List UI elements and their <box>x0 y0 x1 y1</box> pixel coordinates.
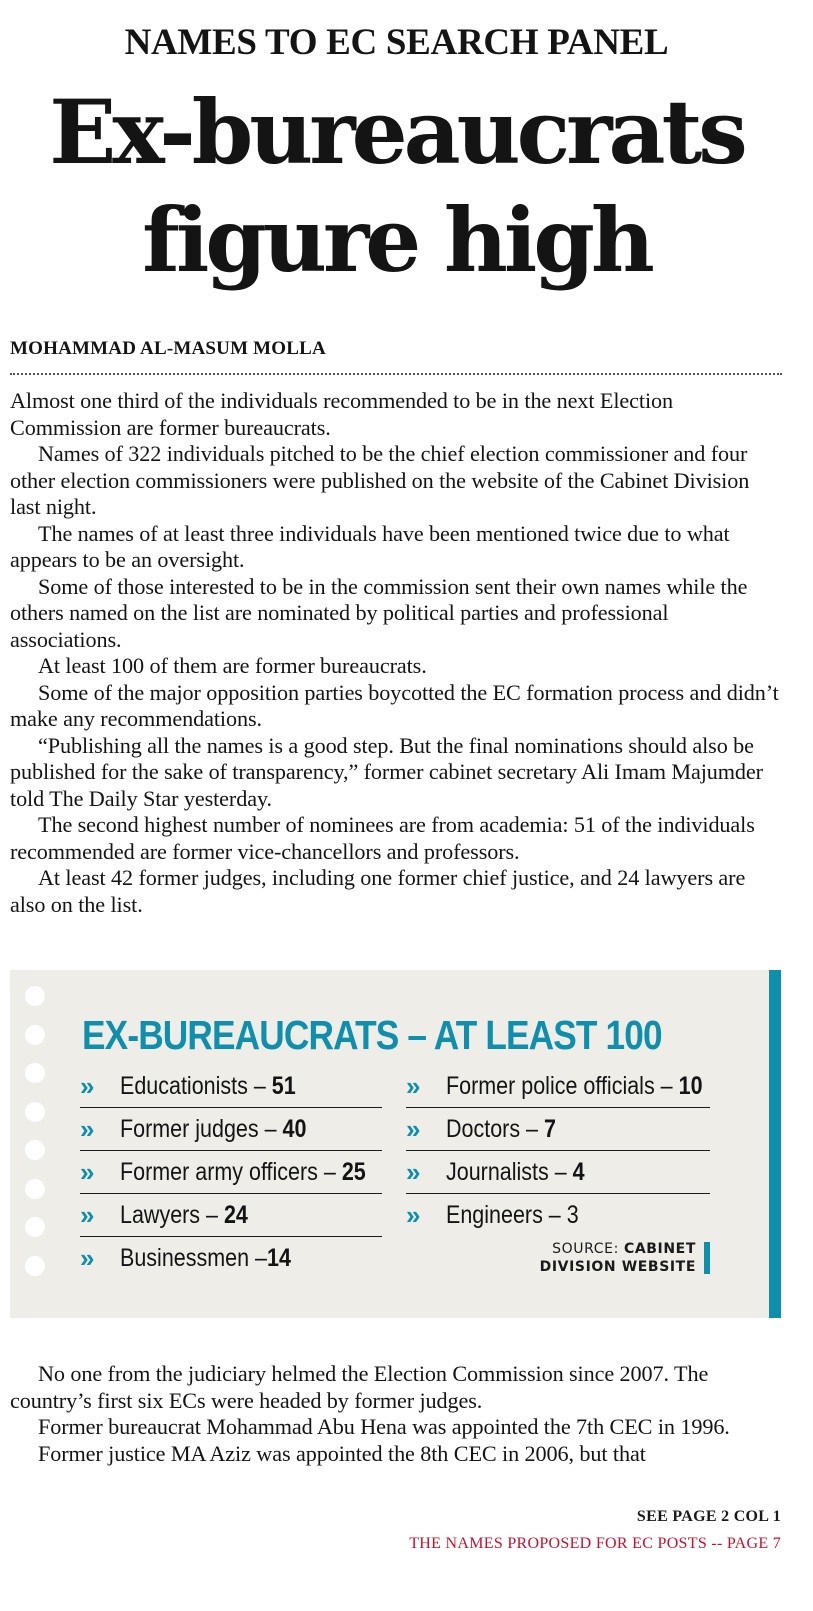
stat-label: Engineers – 3 <box>446 1201 579 1229</box>
stat-engineers <box>406 1194 710 1237</box>
stat-former-army-officers <box>80 1151 382 1194</box>
infobox-title: EX-BUREAUCRATS – AT LEAST 100 <box>82 1012 662 1058</box>
article-body-top <box>10 388 785 918</box>
stat-former-judges <box>80 1108 382 1151</box>
paragraph: Some of the major opposition parties boycotted the EC formation process and didn’t make any recommendations. <box>10 679 779 731</box>
infobox-source <box>496 1240 696 1276</box>
stat-count: 40 <box>282 1115 307 1143</box>
chevron-right-icon: » <box>80 1200 88 1230</box>
kicker: NAMES TO EC SEARCH PANEL <box>124 22 669 63</box>
stat-label: Doctors – <box>446 1115 544 1143</box>
headline-line-1: Ex-bureaucrats <box>49 80 744 184</box>
paragraph: Former justice MA Aziz was appointed the 8th CEC in 2006, but that <box>38 1440 646 1466</box>
stat-label: Former judges – <box>120 1115 283 1143</box>
dotted-divider <box>10 373 782 375</box>
jump-line: SEE PAGE 2 COL 1 <box>636 1508 781 1525</box>
byline: MOHAMMAD AL-MASUM MOLLA <box>10 338 326 359</box>
stat-doctors <box>406 1108 710 1151</box>
stat-journalists <box>406 1151 710 1194</box>
headline <box>0 78 793 294</box>
stat-label: Former police officials – <box>446 1072 679 1100</box>
headline-line-2: figure high <box>142 188 651 292</box>
stat-label: Businessmen – <box>120 1244 268 1272</box>
stat-count: 14 <box>267 1244 291 1272</box>
chevron-right-icon: » <box>80 1114 88 1144</box>
stat-count: 10 <box>678 1072 703 1100</box>
source-label: SOURCE: <box>552 1241 619 1257</box>
article-body-bottom <box>10 1361 785 1467</box>
stat-count: 4 <box>572 1158 585 1186</box>
infobox-accent-bar <box>769 970 781 1318</box>
stat-businessmen <box>80 1237 382 1280</box>
stat-educationists <box>80 1065 382 1108</box>
paragraph: The names of at least three individuals have been mentioned twice due to what appears to be an oversight. <box>10 520 730 572</box>
paragraph: The second highest number of nominees are from academia: 51 of the individuals recommended are former vice-chancellors and professors. <box>10 812 755 864</box>
stat-count: 51 <box>271 1072 296 1100</box>
stat-former-police-officials <box>406 1065 710 1108</box>
paragraph: Almost one third of the individuals recommended to be in the next Election Commission are former bureaucrats. <box>10 388 674 440</box>
chevron-right-icon: » <box>406 1114 414 1144</box>
stat-label: Former army officers – <box>120 1158 342 1186</box>
chevron-right-icon: » <box>80 1071 88 1101</box>
notebook-holes <box>25 986 45 1294</box>
stat-label: Lawyers – <box>120 1201 224 1229</box>
paragraph: At least 100 of them are former bureaucrats. <box>38 653 427 678</box>
chevron-right-icon: » <box>406 1200 414 1230</box>
stat-label: Journalists – <box>446 1158 573 1186</box>
source-accent-bar <box>704 1242 710 1274</box>
paragraph: No one from the judiciary helmed the Election Commission since 2007. The country’s first six ECs were headed by former judges. <box>10 1361 709 1413</box>
paragraph: Names of 322 individuals pitched to be the chief election commissioner and four other election commissioners were published on the website of the Cabinet Division last night. <box>10 441 750 519</box>
stat-label: Educationists – <box>120 1072 272 1100</box>
chevron-right-icon: » <box>406 1157 414 1187</box>
paragraph: “Publishing all the names is a good step. But the final nominations should also be published for the sake of transparency,” former cabinet secretary Ali Imam Majumder told The Daily Star yesterday. <box>10 732 763 811</box>
chevron-right-icon: » <box>80 1157 88 1187</box>
stat-lawyers <box>80 1194 382 1237</box>
paragraph: Some of those interested to be in the commission sent their own names while the others named on the list are nominated by political parties and professional associations. <box>10 573 748 652</box>
chevron-right-icon: » <box>80 1243 88 1273</box>
stat-count: 24 <box>223 1201 248 1229</box>
source-value: CABINET <box>623 1241 696 1257</box>
paragraph: Former bureaucrat Mohammad Abu Hena was appointed the 7th CEC in 1996. <box>38 1414 730 1439</box>
stat-count: 25 <box>341 1158 366 1186</box>
chevron-right-icon: » <box>406 1071 414 1101</box>
stat-count: 7 <box>543 1115 556 1143</box>
source-value: DIVISION WEBSITE <box>539 1259 696 1275</box>
related-story-link: THE NAMES PROPOSED FOR EC POSTS -- PAGE 7 <box>409 1535 781 1552</box>
paragraph: At least 42 former judges, including one former chief justice, and 24 lawyers are also on the list. <box>10 865 746 917</box>
